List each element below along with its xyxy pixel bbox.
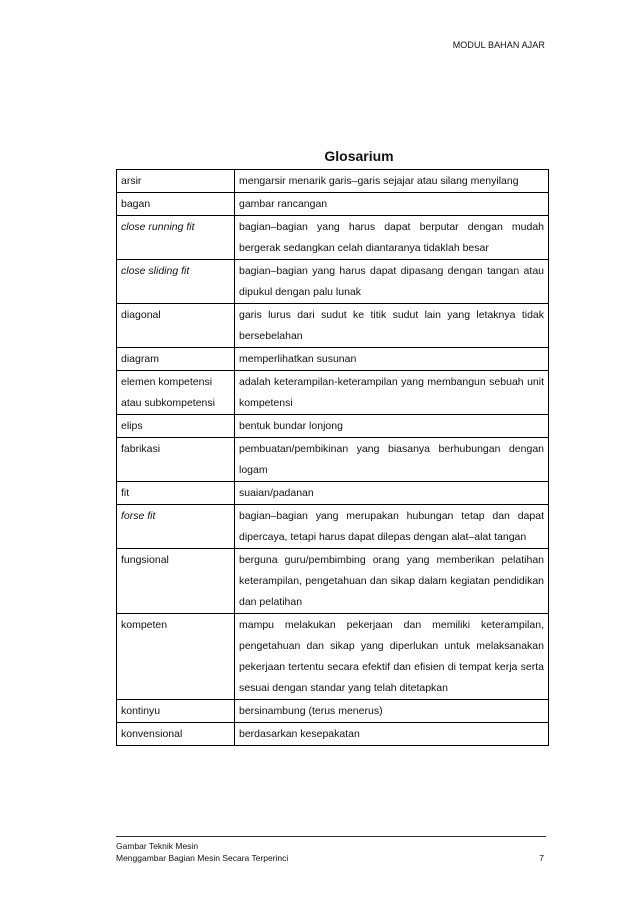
glossary-definition: berguna guru/pembimbing orang yang memberikan pelatihan keterampilan, pengetahuan dan sikap dalam kegiatan pendidikan dan pelatihan [235, 549, 549, 614]
glossary-definition: mengarsir menarik garis–garis sejajar atau silang menyilang [235, 170, 549, 193]
glossary-definition: mampu melakukan pekerjaan dan memiliki keterampilan, pengetahuan dan sikap yang diperlukan untuk melaksanakan pekerjaan tertentu secara efektif dan efisien di tempat kerja serta sesuai dengan standar yang telah ditetapkan [235, 614, 549, 700]
glossary-table [116, 169, 549, 746]
glossary-row [117, 723, 549, 746]
glossary-term: kompeten [117, 614, 235, 700]
glossary-row [117, 505, 549, 549]
glossary-row [117, 348, 549, 371]
glossary-definition: berdasarkan kesepakatan [235, 723, 549, 746]
glossary-row [117, 170, 549, 193]
glossary-term: fungsional [117, 549, 235, 614]
glossary-term: bagan [117, 193, 235, 216]
glossary-definition: adalah keterampilan-keterampilan yang membangun sebuah unit kompetensi [235, 371, 549, 415]
glossary-definition: suaian/padanan [235, 482, 549, 505]
glossary-definition: garis lurus dari sudut ke titik sudut lain yang letaknya tidak bersebelahan [235, 304, 549, 348]
glossary-definition: bagian–bagian yang merupakan hubungan tetap dan dapat dipercaya, tetapi harus dapat dilepas dengan alat–alat tangan [235, 505, 549, 549]
glossary-row [117, 614, 549, 700]
glossary-term: forse fit [117, 505, 235, 549]
glossary-row [117, 700, 549, 723]
glossary-row [117, 438, 549, 482]
glossary-term: konvensional [117, 723, 235, 746]
glossary-term: close running fit [117, 216, 235, 260]
glossary-term: elips [117, 415, 235, 438]
glossary-definition: bagian–bagian yang harus dapat berputar dengan mudah bergerak sedangkan celah diantaranya tidaklah besar [235, 216, 549, 260]
glossary-definition: pembuatan/pembikinan yang biasanya berhubungan dengan logam [235, 438, 549, 482]
glossary-row [117, 482, 549, 505]
page-title: Glosarium [324, 148, 394, 164]
glossary-term: diagram [117, 348, 235, 371]
glossary-row [117, 193, 549, 216]
glossary-definition: memperlihatkan susunan [235, 348, 549, 371]
glossary-term: elemen kompetensi atau subkompetensi [117, 371, 235, 415]
glossary-term: diagonal [117, 304, 235, 348]
glossary-definition: bagian–bagian yang harus dapat dipasang dengan tangan atau dipukul dengan palu lunak [235, 260, 549, 304]
glossary-definition: bentuk bundar lonjong [235, 415, 549, 438]
glossary-term: arsir [117, 170, 235, 193]
page-number: 7 [539, 853, 544, 863]
glossary-term: fabrikasi [117, 438, 235, 482]
glossary-term: kontinyu [117, 700, 235, 723]
glossary-row [117, 415, 549, 438]
footer-divider [116, 836, 546, 837]
footer-book-title: Gambar Teknik Mesin [116, 841, 199, 851]
glossary-row [117, 371, 549, 415]
glossary-definition: bersinambung (terus menerus) [235, 700, 549, 723]
glossary-definition: gambar rancangan [235, 193, 549, 216]
glossary-row [117, 549, 549, 614]
glossary-row [117, 260, 549, 304]
footer-chapter-title: Menggambar Bagian Mesin Secara Terperinci [116, 853, 289, 863]
page-header: MODUL BAHAN AJAR [452, 40, 545, 50]
glossary-body [117, 170, 549, 746]
glossary-term: close sliding fit [117, 260, 235, 304]
glossary-row [117, 216, 549, 260]
glossary-term: fit [117, 482, 235, 505]
glossary-row [117, 304, 549, 348]
